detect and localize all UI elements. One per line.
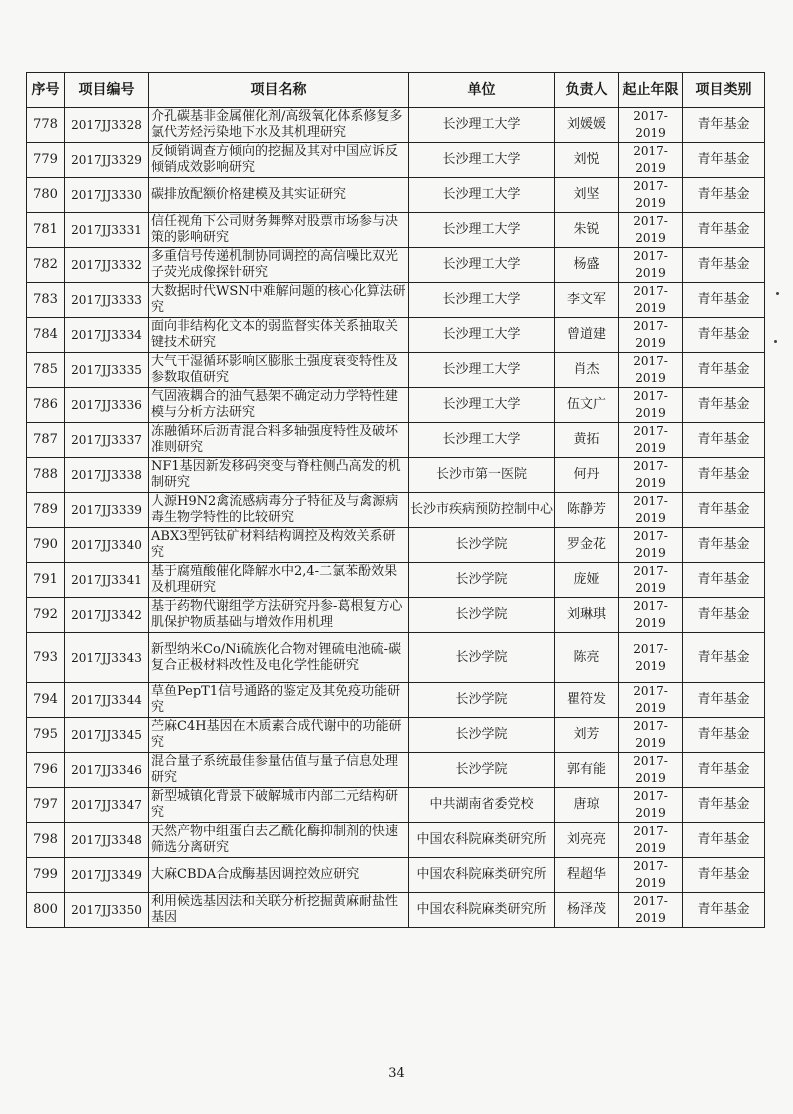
cell-unit: 中国农科院麻类研究所	[409, 858, 555, 893]
table-row	[27, 283, 765, 318]
table-row	[27, 858, 765, 893]
years-end: 2019	[635, 231, 666, 245]
cell-category: 青年基金	[683, 753, 765, 788]
cell-seq: 789	[27, 493, 65, 528]
cell-code: 2017JJ3334	[65, 318, 149, 353]
cell-project-name: 人源H9N2禽流感病毒分子特征及与禽源病毒生物学特性的比较研究	[149, 493, 409, 528]
cell-years	[619, 353, 683, 388]
cell-category: 青年基金	[683, 788, 765, 823]
cell-code: 2017JJ3333	[65, 283, 149, 318]
cell-seq: 787	[27, 423, 65, 458]
cell-code: 2017JJ3332	[65, 248, 149, 283]
cell-leader: 朱锐	[555, 213, 619, 248]
scan-speck	[774, 340, 777, 343]
table-header-row	[27, 73, 765, 108]
table-row	[27, 388, 765, 423]
cell-category: 青年基金	[683, 178, 765, 213]
cell-project-name: 多重信号传递机制协同调控的高信噪比双光子荧光成像探针研究	[149, 248, 409, 283]
cell-category: 青年基金	[683, 388, 765, 423]
cell-project-name: 草鱼PepT1信号通路的鉴定及其免疫功能研究	[149, 683, 409, 718]
cell-category: 青年基金	[683, 493, 765, 528]
cell-years	[619, 563, 683, 598]
cell-project-name: 混合量子系统最佳参量估值与量子信息处理研究	[149, 753, 409, 788]
header-seq: 序号	[27, 73, 65, 108]
cell-code: 2017JJ3337	[65, 423, 149, 458]
cell-seq: 792	[27, 598, 65, 633]
cell-seq: 795	[27, 718, 65, 753]
cell-unit: 长沙理工大学	[409, 178, 555, 213]
years-end: 2019	[635, 476, 666, 490]
cell-project-name: 苎麻C4H基因在木质素合成代谢中的功能研究	[149, 718, 409, 753]
cell-category: 青年基金	[683, 563, 765, 598]
cell-code: 2017JJ3350	[65, 893, 149, 928]
cell-seq: 779	[27, 143, 65, 178]
cell-project-name: 利用候选基因法和关联分析挖掘黄麻耐盐性基因	[149, 893, 409, 928]
cell-years	[619, 318, 683, 353]
years-start: 2017-	[633, 494, 668, 508]
cell-leader: 肖杰	[555, 353, 619, 388]
cell-category: 青年基金	[683, 108, 765, 143]
cell-category: 青年基金	[683, 528, 765, 563]
cell-leader: 刘亮亮	[555, 823, 619, 858]
cell-leader: 程超华	[555, 858, 619, 893]
cell-code: 2017JJ3328	[65, 108, 149, 143]
cell-unit: 长沙学院	[409, 563, 555, 598]
table-row	[27, 893, 765, 928]
cell-seq: 783	[27, 283, 65, 318]
cell-years	[619, 423, 683, 458]
table-row	[27, 213, 765, 248]
cell-years	[619, 633, 683, 683]
years-end: 2019	[635, 658, 666, 673]
cell-category: 青年基金	[683, 143, 765, 178]
years-end: 2019	[635, 581, 666, 595]
cell-code: 2017JJ3347	[65, 788, 149, 823]
table-row	[27, 823, 765, 858]
years-start: 2017-	[633, 754, 668, 768]
table-row	[27, 318, 765, 353]
cell-unit: 长沙理工大学	[409, 143, 555, 178]
cell-leader: 杨泽茂	[555, 893, 619, 928]
cell-years	[619, 143, 683, 178]
table-row	[27, 788, 765, 823]
cell-leader: 刘悦	[555, 143, 619, 178]
cell-leader: 陈静芳	[555, 493, 619, 528]
cell-project-name: 基于腐殖酸催化降解水中2,4-二氯苯酚效果及机理研究	[149, 563, 409, 598]
years-end: 2019	[635, 336, 666, 350]
years-end: 2019	[635, 371, 666, 385]
years-end: 2019	[635, 511, 666, 525]
years-start: 2017-	[633, 284, 668, 298]
cell-code: 2017JJ3341	[65, 563, 149, 598]
cell-seq: 794	[27, 683, 65, 718]
cell-code: 2017JJ3340	[65, 528, 149, 563]
cell-project-name: 冻融循环后沥青混合料多轴强度特性及破坏准则研究	[149, 423, 409, 458]
cell-seq: 782	[27, 248, 65, 283]
table-row	[27, 493, 765, 528]
years-end: 2019	[635, 196, 666, 210]
header-years: 起止年限	[619, 73, 683, 108]
cell-years	[619, 893, 683, 928]
table-row	[27, 563, 765, 598]
cell-leader: 刘琳琪	[555, 598, 619, 633]
cell-project-name: 信任视角下公司财务舞弊对股票市场参与决策的影响研究	[149, 213, 409, 248]
years-start: 2017-	[633, 719, 668, 733]
cell-category: 青年基金	[683, 458, 765, 493]
cell-years	[619, 528, 683, 563]
cell-years	[619, 683, 683, 718]
cell-unit: 长沙理工大学	[409, 353, 555, 388]
cell-leader: 庞娅	[555, 563, 619, 598]
cell-years	[619, 753, 683, 788]
cell-seq: 781	[27, 213, 65, 248]
cell-leader: 伍文广	[555, 388, 619, 423]
cell-years	[619, 458, 683, 493]
years-start: 2017-	[633, 859, 668, 873]
cell-category: 青年基金	[683, 858, 765, 893]
cell-category: 青年基金	[683, 823, 765, 858]
table-row	[27, 353, 765, 388]
cell-code: 2017JJ3346	[65, 753, 149, 788]
years-start: 2017-	[633, 599, 668, 613]
cell-code: 2017JJ3342	[65, 598, 149, 633]
years-start: 2017-	[633, 684, 668, 698]
years-end: 2019	[635, 441, 666, 455]
cell-category: 青年基金	[683, 718, 765, 753]
cell-leader: 陈亮	[555, 633, 619, 683]
cell-unit: 长沙学院	[409, 683, 555, 718]
cell-code: 2017JJ3345	[65, 718, 149, 753]
cell-unit: 中共湖南省委党校	[409, 788, 555, 823]
cell-project-name: 面向非结构化文本的弱监督实体关系抽取关键技术研究	[149, 318, 409, 353]
cell-project-name: 新型城镇化背景下破解城市内部二元结构研究	[149, 788, 409, 823]
cell-seq: 778	[27, 108, 65, 143]
cell-project-name: 大数据时代WSN中难解问题的核心化算法研究	[149, 283, 409, 318]
cell-code: 2017JJ3343	[65, 633, 149, 683]
table-row	[27, 423, 765, 458]
years-end: 2019	[635, 406, 666, 420]
cell-seq: 796	[27, 753, 65, 788]
cell-unit: 长沙理工大学	[409, 248, 555, 283]
cell-unit: 长沙市第一医院	[409, 458, 555, 493]
table-row	[27, 683, 765, 718]
cell-unit: 长沙理工大学	[409, 213, 555, 248]
cell-unit: 长沙学院	[409, 718, 555, 753]
years-end: 2019	[635, 701, 666, 715]
cell-unit: 长沙市疾病预防控制中心	[409, 493, 555, 528]
table-row	[27, 143, 765, 178]
cell-years	[619, 283, 683, 318]
cell-project-name: 新型纳米Co/Ni硫族化合物对锂硫电池硫-碳复合正极材料改性及电化学性能研究	[149, 633, 409, 683]
cell-category: 青年基金	[683, 283, 765, 318]
cell-leader: 何丹	[555, 458, 619, 493]
years-start: 2017-	[633, 564, 668, 578]
cell-category: 青年基金	[683, 633, 765, 683]
cell-code: 2017JJ3329	[65, 143, 149, 178]
cell-unit: 长沙理工大学	[409, 283, 555, 318]
cell-category: 青年基金	[683, 683, 765, 718]
cell-seq: 791	[27, 563, 65, 598]
cell-unit: 中国农科院麻类研究所	[409, 823, 555, 858]
cell-project-name: 碳排放配额价格建模及其实证研究	[149, 178, 409, 213]
years-start: 2017-	[633, 144, 668, 158]
years-start: 2017-	[633, 529, 668, 543]
cell-project-name: 气固液耦合的油气悬架不确定动力学特性建模与分析方法研究	[149, 388, 409, 423]
project-table-container	[26, 72, 764, 928]
cell-years	[619, 248, 683, 283]
years-start: 2017-	[633, 354, 668, 368]
years-end: 2019	[635, 161, 666, 175]
cell-leader: 刘坚	[555, 178, 619, 213]
table-row	[27, 458, 765, 493]
years-start: 2017-	[633, 179, 668, 193]
cell-seq: 786	[27, 388, 65, 423]
cell-seq: 799	[27, 858, 65, 893]
years-start: 2017-	[633, 249, 668, 263]
cell-years	[619, 388, 683, 423]
years-end: 2019	[635, 616, 666, 630]
years-start: 2017-	[633, 824, 668, 838]
table-row	[27, 248, 765, 283]
cell-seq: 797	[27, 788, 65, 823]
cell-years	[619, 823, 683, 858]
years-start: 2017-	[633, 109, 668, 123]
cell-category: 青年基金	[683, 598, 765, 633]
cell-leader: 刘芳	[555, 718, 619, 753]
table-row	[27, 718, 765, 753]
cell-seq: 784	[27, 318, 65, 353]
cell-years	[619, 213, 683, 248]
cell-years	[619, 598, 683, 633]
years-end: 2019	[635, 736, 666, 750]
cell-seq: 788	[27, 458, 65, 493]
cell-unit: 中国农科院麻类研究所	[409, 893, 555, 928]
years-end: 2019	[635, 301, 666, 315]
cell-years	[619, 178, 683, 213]
cell-seq: 798	[27, 823, 65, 858]
table-row	[27, 528, 765, 563]
cell-category: 青年基金	[683, 423, 765, 458]
years-end: 2019	[635, 546, 666, 560]
cell-leader: 刘媛媛	[555, 108, 619, 143]
cell-leader: 郭有能	[555, 753, 619, 788]
cell-years	[619, 788, 683, 823]
cell-category: 青年基金	[683, 213, 765, 248]
years-end: 2019	[635, 771, 666, 785]
table-row	[27, 108, 765, 143]
cell-years	[619, 108, 683, 143]
years-start: 2017-	[633, 894, 668, 908]
cell-seq: 793	[27, 633, 65, 683]
cell-project-name: NF1基因新发移码突变与脊柱侧凸高发的机制研究	[149, 458, 409, 493]
years-end: 2019	[635, 266, 666, 280]
years-start: 2017-	[633, 641, 668, 656]
cell-seq: 790	[27, 528, 65, 563]
cell-leader: 杨盛	[555, 248, 619, 283]
cell-leader: 黄拓	[555, 423, 619, 458]
cell-leader: 瞿符发	[555, 683, 619, 718]
cell-code: 2017JJ3349	[65, 858, 149, 893]
cell-project-name: ABX3型钙钛矿材料结构调控及构效关系研究	[149, 528, 409, 563]
years-end: 2019	[635, 876, 666, 890]
header-category: 项目类别	[683, 73, 765, 108]
cell-category: 青年基金	[683, 318, 765, 353]
cell-unit: 长沙理工大学	[409, 318, 555, 353]
years-end: 2019	[635, 911, 666, 925]
cell-years	[619, 718, 683, 753]
cell-category: 青年基金	[683, 353, 765, 388]
cell-code: 2017JJ3331	[65, 213, 149, 248]
cell-leader: 唐琼	[555, 788, 619, 823]
cell-project-name: 天然产物中组蛋白去乙酰化酶抑制剂的快速筛选分离研究	[149, 823, 409, 858]
years-start: 2017-	[633, 214, 668, 228]
cell-unit: 长沙学院	[409, 598, 555, 633]
page-number: 34	[388, 1066, 405, 1081]
cell-seq: 785	[27, 353, 65, 388]
years-end: 2019	[635, 841, 666, 855]
cell-category: 青年基金	[683, 893, 765, 928]
cell-code: 2017JJ3338	[65, 458, 149, 493]
years-start: 2017-	[633, 459, 668, 473]
header-unit: 单位	[409, 73, 555, 108]
cell-seq: 800	[27, 893, 65, 928]
years-end: 2019	[635, 806, 666, 820]
cell-project-name: 基于药物代谢组学方法研究丹参-葛根复方心肌保护物质基础与增效作用机理	[149, 598, 409, 633]
cell-years	[619, 858, 683, 893]
cell-unit: 长沙学院	[409, 528, 555, 563]
cell-project-name: 大麻CBDA合成酶基因调控效应研究	[149, 858, 409, 893]
cell-leader: 李文军	[555, 283, 619, 318]
cell-unit: 长沙学院	[409, 753, 555, 788]
cell-category: 青年基金	[683, 248, 765, 283]
cell-code: 2017JJ3344	[65, 683, 149, 718]
project-table	[26, 72, 765, 928]
cell-project-name: 大气干湿循环影响区膨胀土强度衰变特性及参数取值研究	[149, 353, 409, 388]
cell-code: 2017JJ3335	[65, 353, 149, 388]
header-code: 项目编号	[65, 73, 149, 108]
table-row	[27, 598, 765, 633]
years-start: 2017-	[633, 424, 668, 438]
cell-unit: 长沙学院	[409, 633, 555, 683]
cell-project-name: 介孔碳基非金属催化剂/高级氧化体系修复多氯代芳烃污染地下水及其机理研究	[149, 108, 409, 143]
cell-code: 2017JJ3339	[65, 493, 149, 528]
cell-project-name: 反倾销调查方倾向的挖掘及其对中国应诉反倾销成效影响研究	[149, 143, 409, 178]
cell-leader: 罗金花	[555, 528, 619, 563]
cell-seq: 780	[27, 178, 65, 213]
cell-unit: 长沙理工大学	[409, 423, 555, 458]
cell-code: 2017JJ3330	[65, 178, 149, 213]
table-row	[27, 753, 765, 788]
cell-years	[619, 493, 683, 528]
cell-code: 2017JJ3348	[65, 823, 149, 858]
cell-unit: 长沙理工大学	[409, 388, 555, 423]
header-leader: 负责人	[555, 73, 619, 108]
years-end: 2019	[635, 126, 666, 140]
cell-leader: 曾道建	[555, 318, 619, 353]
cell-code: 2017JJ3336	[65, 388, 149, 423]
cell-unit: 长沙理工大学	[409, 108, 555, 143]
table-row	[27, 178, 765, 213]
header-name: 项目名称	[149, 73, 409, 108]
years-start: 2017-	[633, 789, 668, 803]
years-start: 2017-	[633, 389, 668, 403]
scan-speck	[776, 292, 779, 295]
years-start: 2017-	[633, 319, 668, 333]
table-row	[27, 633, 765, 683]
